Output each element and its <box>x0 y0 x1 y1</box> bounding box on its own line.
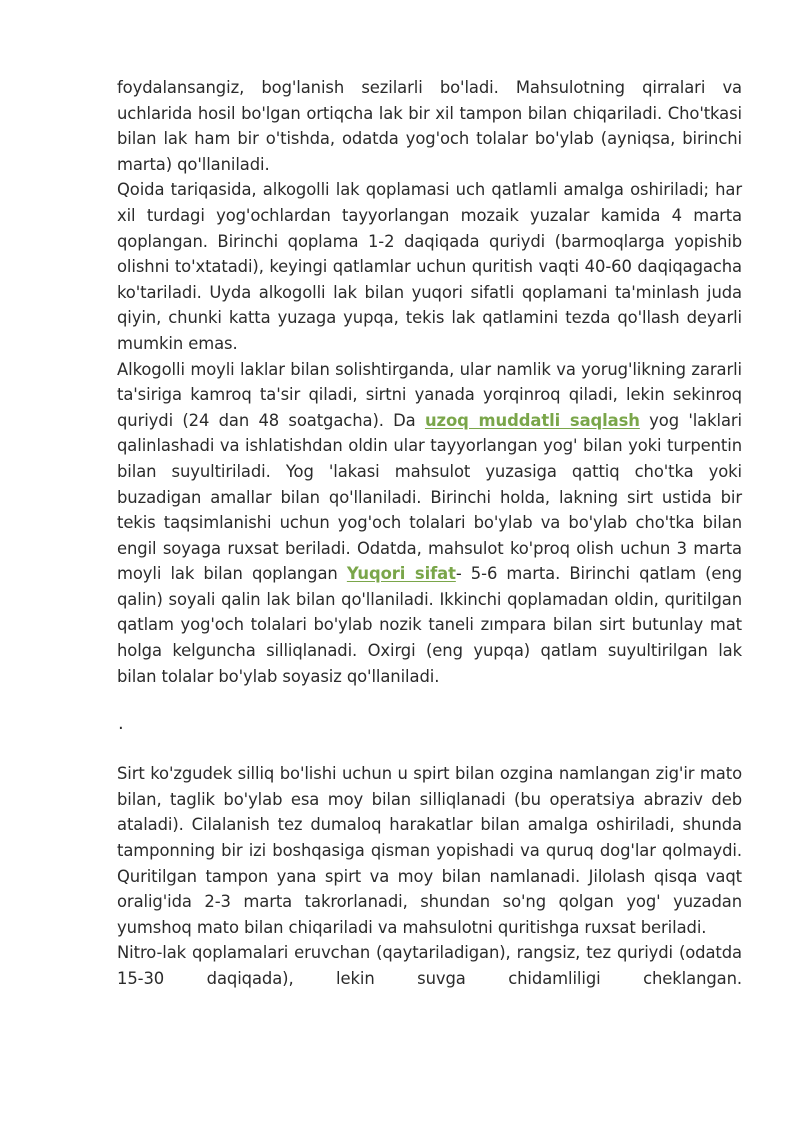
paragraph-3 <box>117 357 742 690</box>
text-block-top <box>117 75 742 689</box>
paragraph-1: foydalansangiz, bog'lanish sezilarli bo'ladi. Mahsulotning qirralari va uchlarida hosil bo'lgan ortiqcha lak bir xil tampon bilan chiqariladi. Cho'tkasi bilan lak ham bir o'tishda, odatda yog'och tolalar bo'ylab (ayniqsa, birinchi marta) qo'llaniladi. <box>117 78 742 174</box>
paragraph-3-text-b: yog 'laklari qalinlashadi va ishlatishdan oldin ular tayyorlangan yog' bilan yoki turpentin bilan suyultiriladi. Yog 'lakasi mahsulot yuzasiga qattiq cho'tka yoki buzadigan amallar bilan qo'llaniladi. Birinchi holda, lakning sirt ustida bir tekis taqsimlanishi uchun yog'och tolalari bo'ylab va bo'ylab cho'tka bilan engil soyaga ruxsat beriladi. Odatda, mahsulot ko'proq olish uchun 3 marta moyli lak bilan qoplangan <box>117 410 743 584</box>
paragraph-3-text-a: Alkogolli moyli laklar bilan solishtirganda, ular namlik va yorug'likning zararli ta'siriga kamroq ta'sir qiladi, sirtni yanada yorqinroq qiladi, lekin sekinroq quriydi (24 dan 48 soatgacha). Da <box>117 359 742 430</box>
paragraph-4: Sirt ko'zgudek silliq bo'lishi uchun u spirt bilan ozgina namlangan zig'ir mato bilan, taglik bo'ylab esa moy bilan silliqlanadi (bu operatsiya abraziv deb ataladi). Cilalanish tez dumaloq harakatlar bilan amalga oshiriladi, shunda tamponning bir izi boshqasiga qisman yopishadi va quruq dog'lar qolmaydi. Quritilgan tampon yana spirt va moy bilan namlanadi. Jilolash qisqa vaqt oralig'ida 2-3 marta takrorlanadi, shundan so'ng qolgan yog' yuzadan yumshoq mato bilan chiqariladi va mahsulotni quritishga ruxsat beriladi. <box>117 764 742 937</box>
long-term-storage-link[interactable]: uzoq muddatli saqlash <box>424 410 640 430</box>
paragraph-5: Nitro-lak qoplamalari eruvchan (qaytariladigan), rangsiz, tez quriydi (odatda 15-30 daqiqada), lekin suvga chidamliligi cheklangan. <box>117 943 742 988</box>
text-block-bottom <box>117 761 742 991</box>
high-quality-link[interactable]: Yuqori sifat <box>346 564 456 584</box>
paragraph-3-text-c: - 5-6 marta. Birinchi qatlam (eng qalin) soyali qalin lak bilan qo'llaniladi. Ikkinchi qoplamadan oldin, quritilgan qatlam yog'och tolalari bo'ylab nozik taneli zımpara bilan sirt butunlay mat holga kelguncha silliqlanadi. Oxirgi (eng yupqa) qatlam suyultirilgan lak bilan tolalar bo'ylab soyasiz qo'llaniladi. <box>117 564 742 686</box>
paragraph-2: Qoida tariqasida, alkogolli lak qoplamasi uch qatlamli amalga oshiriladi; har xil turdagi yog'ochlardan tayyorlangan mozaik yuzalar kamida 4 marta qoplangan. Birinchi qoplama 1-2 daqiqada quriydi (barmoqlarga yopishib olishni to'xtatadi), keyingi qatlamlar uchun quritish vaqti 40-60 daqiqagacha ko'tariladi. Uyda alkogolli lak bilan yuqori sifatli qoplamani ta'minlash juda qiyin, chunki katta yuzaga yupqa, tekis lak qatlamini tezda qo'llash deyarli mumkin emas. <box>117 180 742 353</box>
spacer <box>117 751 742 761</box>
bullet-dot: . <box>118 713 124 735</box>
